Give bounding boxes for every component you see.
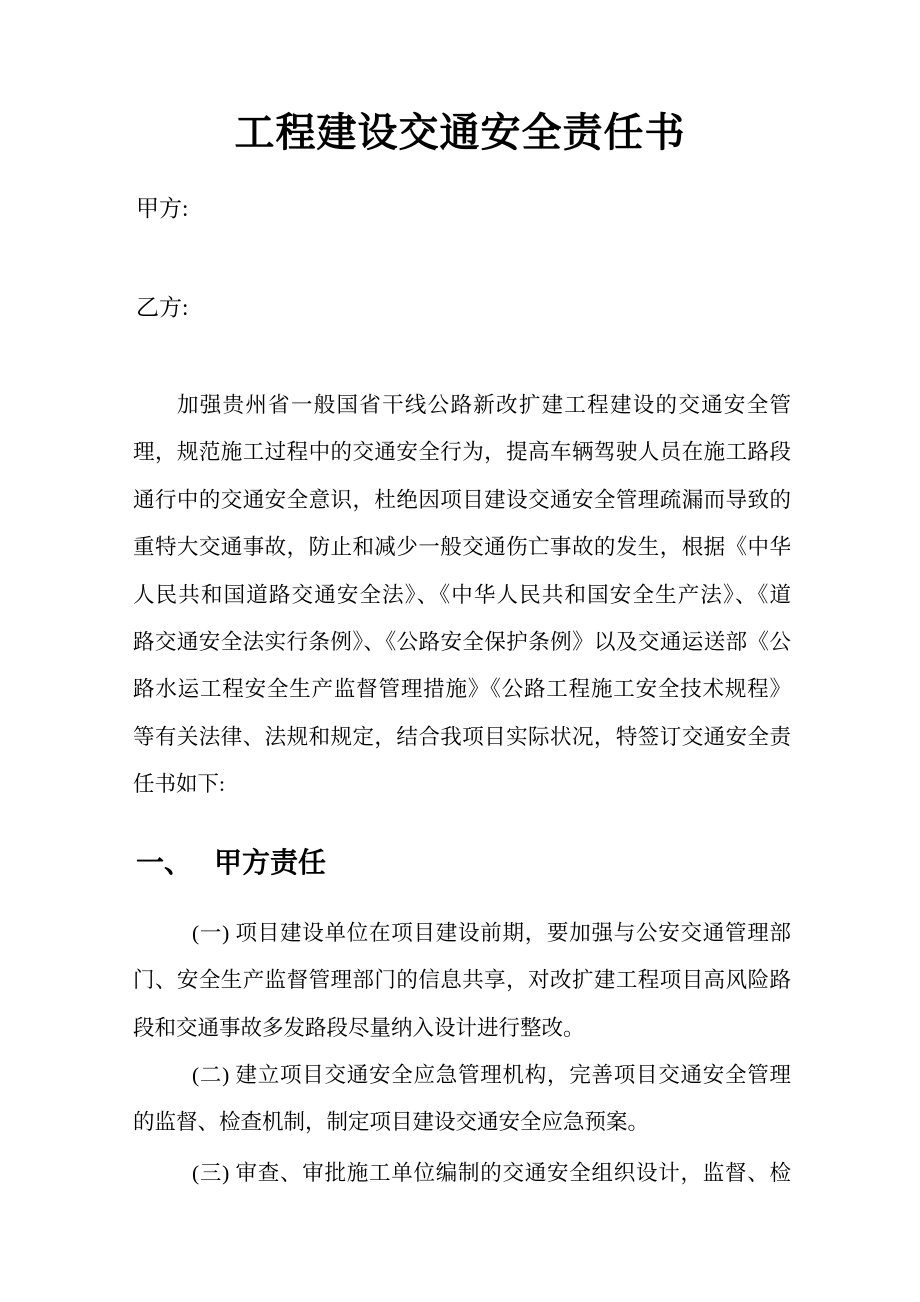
paragraph-line: 路交通安全法实行条例》、《公路安全保护条例》以及交通运送部《公	[133, 629, 791, 654]
paragraph-line: 的监督、检查机制，制定项目建设交通安全应急预案。	[133, 1110, 650, 1135]
section-number: 一、	[136, 848, 193, 879]
clause-3-paragraph	[133, 1150, 791, 1197]
intro-paragraph	[133, 382, 791, 809]
paragraph-line: 通行中的交通安全意识，杜绝因项目建设交通安全管理疏漏而导致的	[133, 487, 791, 512]
paragraph-line: 门、安全生产监督管理部门的信息共享，对改扩建工程项目高风险路	[133, 968, 791, 993]
clause-2-paragraph	[133, 1052, 791, 1147]
paragraph-line: (一) 项目建设单位在项目建设前期，要加强与公安交通管理部	[192, 921, 791, 945]
paragraph-line: 重特大交通事故，防止和减少一般交通伤亡事故的发生，根据《中华	[133, 535, 791, 560]
paragraph-line: 路水运工程安全生产监督管理措施》《公路工程施工安全技术规程》	[133, 677, 791, 702]
party-a-label: 甲方:	[136, 196, 189, 221]
paragraph-line: 理，规范施工过程中的交通安全行为，提高车辆驾驶人员在施工路段	[133, 440, 791, 465]
section-heading	[136, 846, 791, 882]
section-title: 甲方责任	[214, 848, 327, 879]
document-title: 工程建设交通安全责任书	[234, 110, 686, 155]
paragraph-line: 段和交通事故多发路段尽量纳入设计进行整改。	[133, 1015, 585, 1040]
paragraph-line: (三) 审查、审批施工单位编制的交通安全组织设计，监督、检	[192, 1161, 791, 1185]
paragraph-line: 等有关法律、法规和规定，结合我项目实际状况，特签订交通安全责	[133, 724, 791, 749]
paragraph-line: (二) 建立项目交通安全应急管理机构，完善项目交通安全管理	[192, 1063, 791, 1087]
paragraph-line: 任书如下:	[133, 772, 225, 797]
paragraph-line: 人民共和国道路交通安全法》、《中华人民共和国安全生产法》、《道	[133, 582, 791, 607]
paragraph-line: 加强贵州省一般国省干线公路新改扩建工程建设的交通安全管	[177, 393, 791, 417]
party-b-label: 乙方:	[136, 295, 189, 320]
clause-1-paragraph	[133, 910, 791, 1052]
